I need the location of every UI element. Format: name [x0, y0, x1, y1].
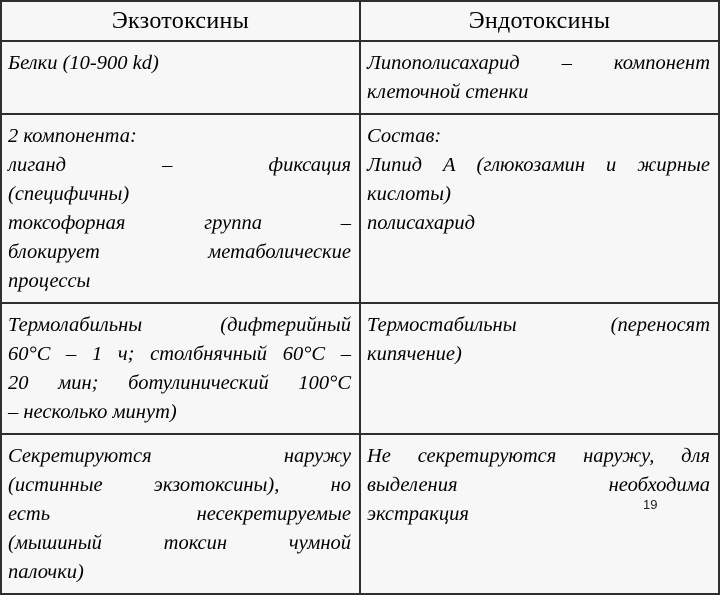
cell-line: кислоты)	[367, 183, 451, 205]
cell-line: Белки (10-900 kd)	[8, 52, 159, 74]
cell-line: полисахарид	[367, 212, 475, 234]
cell-line: процессы	[8, 270, 91, 292]
cell-line: Состав:	[367, 125, 442, 147]
cell-line: есть несекретируемые	[8, 503, 351, 525]
endotoxin-cell	[360, 41, 719, 114]
cell-line: Липид А (глюкозамин и жирные	[367, 154, 710, 176]
cell-line: Термостабильны (переносят	[367, 314, 710, 336]
header-endotoxins: Эндотоксины	[360, 1, 719, 41]
cell-line: кипячение)	[367, 343, 462, 365]
cell-line: токсофорная группа –	[8, 212, 351, 234]
cell-line: 60°С – 1 ч; столбнячный 60°С –	[8, 343, 351, 365]
table-row	[1, 41, 719, 114]
cell-line: клеточной стенки	[367, 81, 529, 103]
table-row	[1, 434, 719, 594]
cell-line: выделения необходима	[367, 474, 710, 496]
cell-line: экстракция	[367, 503, 469, 525]
cell-line: Липополисахарид – компонент	[367, 52, 710, 74]
cell-line: палочки)	[8, 561, 84, 583]
exotoxin-cell	[1, 303, 360, 434]
page-number: 19	[643, 497, 658, 512]
table-row	[1, 114, 719, 303]
endotoxin-cell	[360, 114, 719, 303]
cell-line: блокирует метаболические	[8, 241, 351, 263]
cell-line: Секретируются наружу	[8, 445, 351, 467]
cell-line: 20 мин; ботулинический 100°С	[8, 372, 351, 394]
table-row	[1, 303, 719, 434]
cell-line: 2 компонента:	[8, 125, 137, 147]
header-exotoxins: Экзотоксины	[1, 1, 360, 41]
exotoxin-cell	[1, 434, 360, 594]
cell-line: лиганд – фиксация	[8, 154, 351, 176]
cell-line: (истинные экзотоксины), но	[8, 474, 351, 496]
cell-line: (специфичны)	[8, 183, 130, 205]
cell-line: Термолабильны (дифтерийный	[8, 314, 351, 336]
cell-line: Не секретируются наружу, для	[367, 445, 710, 467]
endotoxin-cell	[360, 434, 719, 594]
endotoxin-cell	[360, 303, 719, 434]
cell-line: – несколько минут)	[8, 401, 177, 423]
exotoxin-cell	[1, 41, 360, 114]
exotoxin-cell	[1, 114, 360, 303]
header-row	[1, 1, 719, 41]
cell-line: (мышиный токсин чумной	[8, 532, 351, 554]
